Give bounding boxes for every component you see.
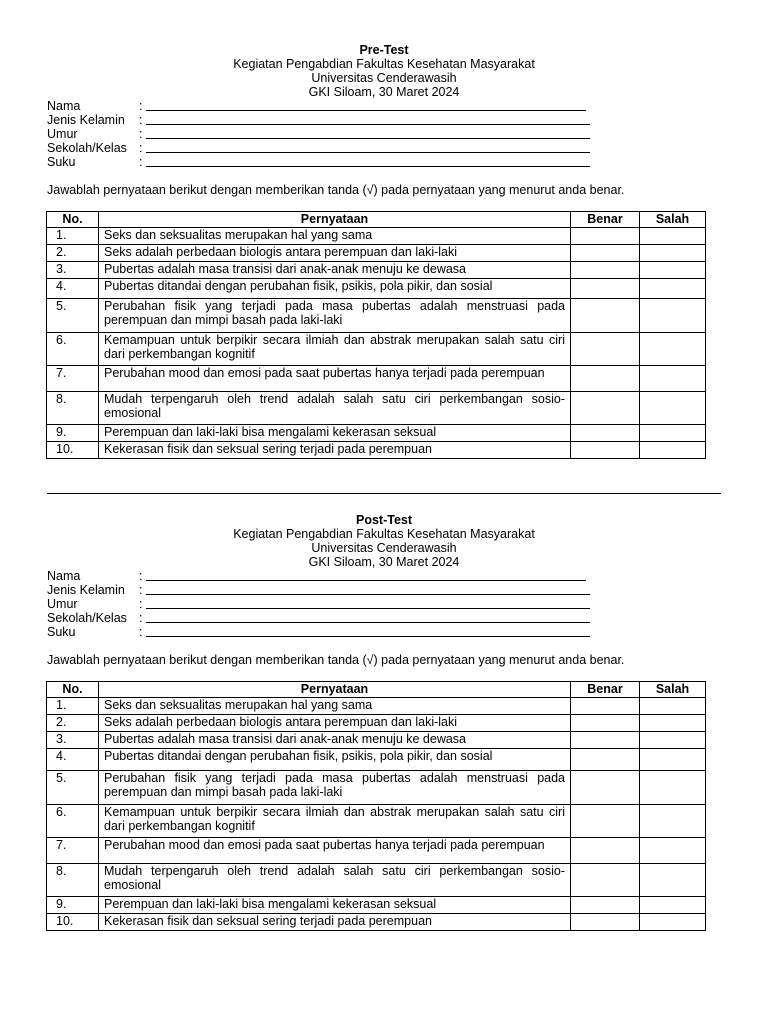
pretest-table bbox=[46, 211, 706, 459]
table-header-row bbox=[47, 682, 706, 698]
row-number: 3. bbox=[47, 732, 99, 749]
row-statement: Perempuan dan laki-laki bisa mengalami kekerasan seksual bbox=[99, 897, 571, 914]
posttest-field-jenis-kelamin[interactable] bbox=[47, 583, 607, 597]
table-row bbox=[47, 366, 706, 392]
salah-cell[interactable] bbox=[640, 442, 706, 459]
pretest-subtitle-university: Universitas Cenderawasih bbox=[311, 71, 457, 85]
section-divider bbox=[47, 493, 721, 494]
row-number: 8. bbox=[47, 392, 99, 425]
pretest-subtitle-activity: Kegiatan Pengabdian Fakultas Kesehatan Masyarakat bbox=[233, 57, 535, 71]
row-number: 8. bbox=[47, 864, 99, 897]
row-number: 7. bbox=[47, 366, 99, 392]
row-statement: Kekerasan fisik dan seksual sering terjadi pada perempuan bbox=[99, 442, 571, 459]
salah-cell[interactable] bbox=[640, 228, 706, 245]
posttest-field-sekolah-kelas[interactable] bbox=[47, 611, 607, 625]
header-salah: Salah bbox=[640, 212, 706, 228]
field-colon: : bbox=[139, 141, 143, 155]
row-number: 9. bbox=[47, 425, 99, 442]
row-number: 2. bbox=[47, 245, 99, 262]
row-number: 7. bbox=[47, 838, 99, 864]
field-colon: : bbox=[139, 569, 143, 583]
benar-cell[interactable] bbox=[571, 366, 640, 392]
row-number: 3. bbox=[47, 262, 99, 279]
table-row bbox=[47, 838, 706, 864]
row-statement: Mudah terpengaruh oleh trend adalah salah satu ciri perkembangan sosio-emosional bbox=[99, 392, 571, 425]
row-statement: Seks adalah perbedaan biologis antara perempuan dan laki-laki bbox=[99, 245, 571, 262]
benar-cell[interactable] bbox=[571, 698, 640, 715]
table-row bbox=[47, 279, 706, 299]
benar-cell[interactable] bbox=[571, 732, 640, 749]
field-label: Sekolah/Kelas bbox=[47, 611, 127, 625]
header-pernyataan: Pernyataan bbox=[99, 682, 571, 698]
pretest-title: Pre-Test bbox=[359, 43, 409, 57]
table-row bbox=[47, 771, 706, 805]
pretest-field-jenis-kelamin[interactable] bbox=[47, 113, 607, 127]
benar-cell[interactable] bbox=[571, 805, 640, 838]
benar-cell[interactable] bbox=[571, 228, 640, 245]
benar-cell[interactable] bbox=[571, 442, 640, 459]
benar-cell[interactable] bbox=[571, 262, 640, 279]
benar-cell[interactable] bbox=[571, 245, 640, 262]
table-header-row bbox=[47, 212, 706, 228]
row-number: 5. bbox=[47, 771, 99, 805]
field-colon: : bbox=[139, 127, 143, 141]
header-no: No. bbox=[47, 682, 99, 698]
field-colon: : bbox=[139, 113, 143, 127]
row-statement: Mudah terpengaruh oleh trend adalah salah satu ciri perkembangan sosio-emosional bbox=[99, 864, 571, 897]
field-line bbox=[146, 608, 590, 609]
posttest-subtitle-activity: Kegiatan Pengabdian Fakultas Kesehatan Masyarakat bbox=[233, 527, 535, 541]
table-row bbox=[47, 914, 706, 931]
row-number: 6. bbox=[47, 805, 99, 838]
row-number: 10. bbox=[47, 442, 99, 459]
field-line bbox=[146, 580, 586, 581]
table-row bbox=[47, 749, 706, 771]
posttest-field-umur[interactable] bbox=[47, 597, 607, 611]
posttest-subtitle-university: Universitas Cenderawasih bbox=[311, 541, 457, 555]
posttest-field-suku[interactable] bbox=[47, 625, 607, 639]
field-colon: : bbox=[139, 99, 143, 113]
salah-cell[interactable] bbox=[640, 333, 706, 366]
salah-cell[interactable] bbox=[640, 425, 706, 442]
row-statement: Perubahan mood dan emosi pada saat pubertas hanya terjadi pada perempuan bbox=[99, 838, 571, 864]
table-row bbox=[47, 864, 706, 897]
field-line bbox=[146, 622, 590, 623]
row-number: 5. bbox=[47, 299, 99, 333]
salah-cell[interactable] bbox=[640, 749, 706, 771]
benar-cell[interactable] bbox=[571, 333, 640, 366]
pretest-identity-fields bbox=[47, 99, 607, 169]
salah-cell[interactable] bbox=[640, 732, 706, 749]
field-colon: : bbox=[139, 155, 143, 169]
posttest-title: Post-Test bbox=[355, 513, 413, 527]
salah-cell[interactable] bbox=[640, 279, 706, 299]
field-label: Suku bbox=[47, 155, 76, 169]
field-line bbox=[146, 594, 590, 595]
table-row bbox=[47, 805, 706, 838]
salah-cell[interactable] bbox=[640, 698, 706, 715]
table-row bbox=[47, 262, 706, 279]
salah-cell[interactable] bbox=[640, 262, 706, 279]
posttest-instruction: Jawablah pernyataan berikut dengan memberikan tanda (√) pada pernyataan yang menurut anda benar. bbox=[47, 653, 625, 667]
posttest-subtitle-place-date: GKI Siloam, 30 Maret 2024 bbox=[308, 555, 460, 569]
field-line bbox=[146, 124, 590, 125]
salah-cell[interactable] bbox=[640, 864, 706, 897]
field-colon: : bbox=[139, 625, 143, 639]
salah-cell[interactable] bbox=[640, 897, 706, 914]
posttest-identity-fields bbox=[47, 569, 607, 639]
table-row bbox=[47, 228, 706, 245]
row-number: 2. bbox=[47, 715, 99, 732]
row-statement: Pubertas adalah masa transisi dari anak-anak menuju ke dewasa bbox=[99, 262, 571, 279]
table-row bbox=[47, 732, 706, 749]
header-no: No. bbox=[47, 212, 99, 228]
benar-cell[interactable] bbox=[571, 897, 640, 914]
header-salah: Salah bbox=[640, 682, 706, 698]
benar-cell[interactable] bbox=[571, 771, 640, 805]
pretest-field-suku[interactable] bbox=[47, 155, 607, 169]
benar-cell[interactable] bbox=[571, 838, 640, 864]
benar-cell[interactable] bbox=[571, 299, 640, 333]
row-statement: Seks dan seksualitas merupakan hal yang sama bbox=[99, 228, 571, 245]
row-number: 4. bbox=[47, 749, 99, 771]
benar-cell[interactable] bbox=[571, 914, 640, 931]
field-colon: : bbox=[139, 583, 143, 597]
field-label: Nama bbox=[47, 99, 81, 113]
posttest-table bbox=[46, 681, 706, 931]
salah-cell[interactable] bbox=[640, 805, 706, 838]
benar-cell[interactable] bbox=[571, 392, 640, 425]
salah-cell[interactable] bbox=[640, 715, 706, 732]
field-colon: : bbox=[139, 611, 143, 625]
field-line bbox=[146, 166, 590, 167]
row-statement: Kekerasan fisik dan seksual sering terjadi pada perempuan bbox=[99, 914, 571, 931]
pretest-instruction: Jawablah pernyataan berikut dengan memberikan tanda (√) pada pernyataan yang menurut anda benar. bbox=[47, 183, 625, 197]
table-row bbox=[47, 392, 706, 425]
table-row bbox=[47, 425, 706, 442]
table-row bbox=[47, 299, 706, 333]
benar-cell[interactable] bbox=[571, 749, 640, 771]
row-statement: Perubahan fisik yang terjadi pada masa pubertas adalah menstruasi pada perempuan dan mimpi basah pada laki-laki bbox=[99, 771, 571, 805]
field-label: Umur bbox=[47, 127, 78, 141]
row-number: 1. bbox=[47, 698, 99, 715]
field-label: Sekolah/Kelas bbox=[47, 141, 127, 155]
row-statement: Kemampuan untuk berpikir secara ilmiah dan abstrak merupakan salah satu ciri dari perkembangan kognitif bbox=[99, 805, 571, 838]
field-line bbox=[146, 636, 590, 637]
table-row bbox=[47, 897, 706, 914]
pretest-field-sekolah-kelas[interactable] bbox=[47, 141, 607, 155]
field-line bbox=[146, 110, 586, 111]
field-label: Suku bbox=[47, 625, 76, 639]
pretest-subtitle-place-date: GKI Siloam, 30 Maret 2024 bbox=[308, 85, 460, 99]
salah-cell[interactable] bbox=[640, 392, 706, 425]
pretest-field-umur[interactable] bbox=[47, 127, 607, 141]
field-line bbox=[146, 138, 590, 139]
field-label: Nama bbox=[47, 569, 81, 583]
row-statement: Seks adalah perbedaan biologis antara perempuan dan laki-laki bbox=[99, 715, 571, 732]
row-number: 4. bbox=[47, 279, 99, 299]
field-colon: : bbox=[139, 597, 143, 611]
salah-cell[interactable] bbox=[640, 771, 706, 805]
posttest-field-nama[interactable] bbox=[47, 569, 607, 583]
row-statement: Perubahan fisik yang terjadi pada masa pubertas adalah menstruasi pada perempuan dan mimpi basah pada laki-laki bbox=[99, 299, 571, 333]
header-benar: Benar bbox=[571, 212, 640, 228]
table-row bbox=[47, 698, 706, 715]
salah-cell[interactable] bbox=[640, 245, 706, 262]
table-row bbox=[47, 245, 706, 262]
field-line bbox=[146, 152, 590, 153]
salah-cell[interactable] bbox=[640, 838, 706, 864]
field-label: Jenis Kelamin bbox=[47, 113, 125, 127]
row-statement: Pubertas ditandai dengan perubahan fisik, psikis, pola pikir, dan sosial bbox=[99, 749, 571, 771]
table-row bbox=[47, 715, 706, 732]
benar-cell[interactable] bbox=[571, 425, 640, 442]
field-label: Umur bbox=[47, 597, 78, 611]
salah-cell[interactable] bbox=[640, 299, 706, 333]
row-statement: Perempuan dan laki-laki bisa mengalami kekerasan seksual bbox=[99, 425, 571, 442]
row-statement: Kemampuan untuk berpikir secara ilmiah dan abstrak merupakan salah satu ciri dari perkembangan kognitif bbox=[99, 333, 571, 366]
field-label: Jenis Kelamin bbox=[47, 583, 125, 597]
row-statement: Seks dan seksualitas merupakan hal yang sama bbox=[99, 698, 571, 715]
table-row bbox=[47, 442, 706, 459]
benar-cell[interactable] bbox=[571, 715, 640, 732]
table-row bbox=[47, 333, 706, 366]
pretest-header bbox=[0, 43, 768, 99]
salah-cell[interactable] bbox=[640, 914, 706, 931]
row-number: 1. bbox=[47, 228, 99, 245]
row-number: 9. bbox=[47, 897, 99, 914]
header-pernyataan: Pernyataan bbox=[99, 212, 571, 228]
benar-cell[interactable] bbox=[571, 864, 640, 897]
salah-cell[interactable] bbox=[640, 366, 706, 392]
row-number: 6. bbox=[47, 333, 99, 366]
row-number: 10. bbox=[47, 914, 99, 931]
row-statement: Perubahan mood dan emosi pada saat pubertas hanya terjadi pada perempuan bbox=[99, 366, 571, 392]
pretest-field-nama[interactable] bbox=[47, 99, 607, 113]
row-statement: Pubertas ditandai dengan perubahan fisik, psikis, pola pikir, dan sosial bbox=[99, 279, 571, 299]
posttest-header bbox=[0, 513, 768, 569]
header-benar: Benar bbox=[571, 682, 640, 698]
row-statement: Pubertas adalah masa transisi dari anak-anak menuju ke dewasa bbox=[99, 732, 571, 749]
benar-cell[interactable] bbox=[571, 279, 640, 299]
